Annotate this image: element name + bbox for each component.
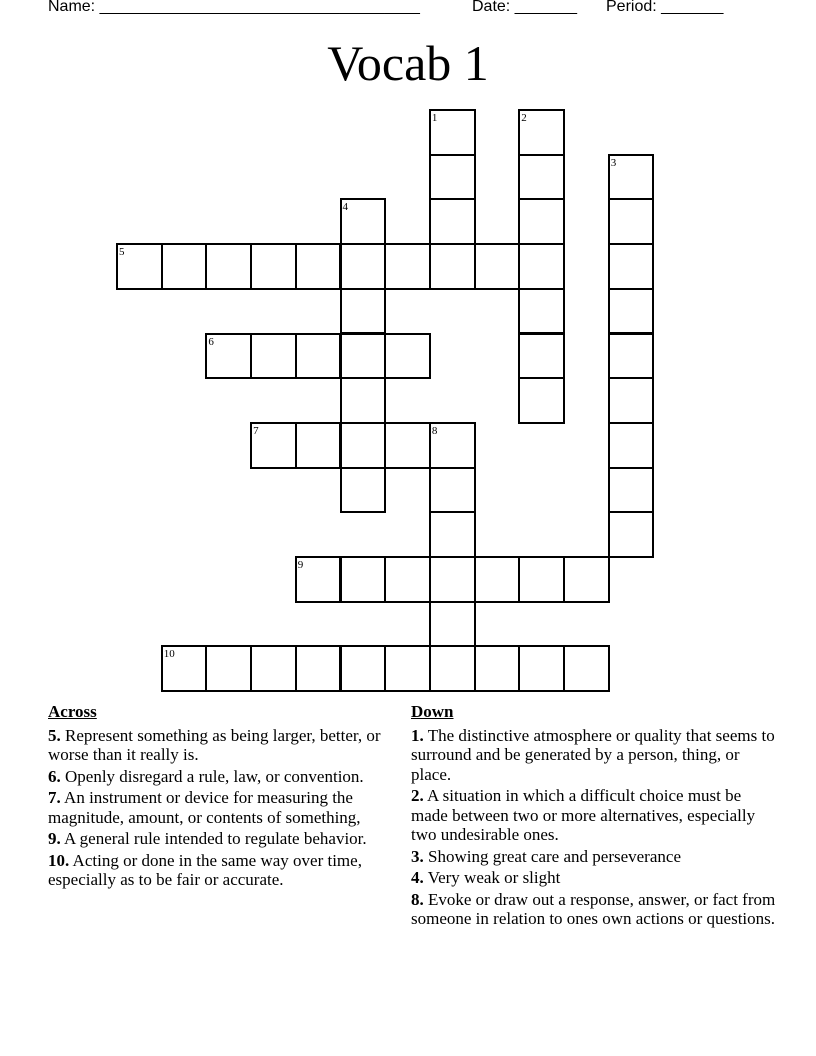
crossword-cell[interactable]	[518, 288, 565, 335]
crossword-cell[interactable]	[384, 422, 431, 469]
crossword-cell[interactable]	[518, 243, 565, 290]
period-field-label: Period: _______	[606, 0, 724, 15]
crossword-cell[interactable]	[384, 243, 431, 290]
crossword-cell[interactable]	[384, 645, 431, 692]
crossword-cell[interactable]	[250, 422, 297, 469]
crossword-cell[interactable]	[429, 422, 476, 469]
clue-number-label: 1	[431, 112, 438, 124]
crossword-cell[interactable]	[250, 243, 297, 290]
clue-number: 3.	[411, 846, 424, 866]
clue-down-2	[411, 786, 776, 845]
across-clues	[48, 702, 393, 892]
clue-text: Acting or done in the same way over time, especially as to be fair or accurate.	[48, 850, 362, 889]
clue-number-label: 3	[610, 156, 617, 169]
crossword-cell[interactable]	[429, 243, 476, 290]
crossword-cell[interactable]	[295, 422, 342, 469]
clue-down-4	[411, 868, 776, 888]
crossword-cell[interactable]	[340, 467, 387, 514]
crossword-cell[interactable]	[295, 243, 342, 290]
crossword-cell[interactable]	[518, 377, 565, 424]
clue-down-1	[411, 726, 776, 785]
clue-number-label: 9	[297, 559, 304, 571]
crossword-cell[interactable]	[608, 511, 655, 558]
crossword-cell[interactable]	[608, 243, 655, 290]
clue-number: 9.	[48, 829, 61, 848]
clue-number-label: 10	[163, 648, 175, 661]
crossword-cell[interactable]	[205, 243, 252, 290]
clue-across-7	[48, 788, 393, 827]
clue-number-label: 5	[119, 246, 125, 259]
clue-text: Represent something as being larger, better, or worse than it really is.	[48, 725, 381, 764]
crossword-cell[interactable]	[474, 645, 521, 692]
page-title: Vocab 1	[327, 35, 489, 91]
clue-text: An instrument or device for measuring the magnitude, amount, or contents of something,	[48, 788, 361, 827]
crossword-cell[interactable]	[340, 198, 387, 245]
crossword-cell[interactable]	[250, 333, 297, 380]
clue-text: A situation in which a difficult choice must be made between two or more alternatives, especially two undesirable ones.	[411, 786, 756, 844]
crossword-cell[interactable]	[518, 109, 565, 156]
clue-number: 7.	[48, 788, 61, 807]
crossword-cell[interactable]	[429, 109, 476, 156]
crossword-cell[interactable]	[429, 154, 476, 201]
clue-down-3	[411, 847, 776, 867]
clue-number-label: 7	[253, 424, 259, 437]
across-heading: Across	[48, 702, 97, 721]
crossword-cell[interactable]	[608, 467, 655, 514]
crossword-cell[interactable]	[518, 645, 565, 692]
crossword-cell[interactable]	[295, 645, 342, 692]
clue-across-5	[48, 726, 393, 765]
crossword-cell[interactable]	[608, 377, 655, 424]
clue-number: 4.	[411, 868, 424, 887]
clue-number: 5.	[48, 725, 61, 745]
crossword-cell[interactable]	[384, 333, 431, 380]
date-field-label: Date: _______	[472, 0, 577, 15]
crossword-cell[interactable]	[518, 333, 565, 380]
crossword-cell[interactable]	[518, 154, 565, 201]
crossword-cell[interactable]	[429, 467, 476, 514]
crossword-cell[interactable]	[518, 198, 565, 245]
crossword-cell[interactable]	[384, 556, 431, 603]
crossword-cell[interactable]	[205, 333, 252, 380]
crossword-cell[interactable]	[340, 288, 387, 335]
clue-number: 6.	[48, 766, 61, 786]
clue-text: Evoke or draw out a response, answer, or fact from someone in relation to ones own actions or questions.	[411, 889, 776, 928]
crossword-cell[interactable]	[474, 556, 521, 603]
down-clues	[411, 702, 776, 931]
crossword-cell[interactable]	[295, 333, 342, 380]
crossword-cell[interactable]	[429, 198, 476, 245]
name-field-label: Name: ____________________________________	[48, 0, 420, 15]
crossword-cell[interactable]	[340, 556, 387, 603]
clue-text: The distinctive atmosphere or quality that seems to surround and be generated by a person, thing, or place.	[411, 725, 775, 784]
crossword-cell[interactable]	[608, 154, 655, 201]
crossword-cell[interactable]	[563, 556, 610, 603]
clue-across-9	[48, 829, 393, 849]
crossword-cell[interactable]	[250, 645, 297, 692]
clue-text: Very weak or slight	[423, 868, 561, 887]
crossword-cell[interactable]	[161, 243, 208, 290]
crossword-cell[interactable]	[474, 243, 521, 290]
crossword-cell[interactable]	[340, 333, 387, 380]
down-heading: Down	[411, 702, 454, 721]
crossword-cell[interactable]	[608, 198, 655, 245]
clue-text: Showing great care and perseverance	[423, 846, 681, 866]
crossword-cell[interactable]	[518, 556, 565, 603]
clue-number-label: 4	[342, 201, 348, 214]
crossword-cell[interactable]	[340, 243, 387, 290]
clue-number-label: 6	[208, 335, 214, 348]
crossword-cell[interactable]	[161, 645, 208, 692]
clue-number: 10.	[48, 850, 70, 870]
crossword-cell[interactable]	[429, 645, 476, 692]
crossword-cell[interactable]	[429, 601, 476, 648]
crossword-cell[interactable]	[340, 422, 387, 469]
clue-number: 1.	[411, 725, 424, 745]
crossword-cell[interactable]	[205, 645, 252, 692]
clue-across-10	[48, 851, 393, 890]
clue-down-8	[411, 890, 776, 929]
clue-text: A general rule intended to regulate behavior.	[60, 829, 367, 848]
crossword-cell[interactable]	[116, 243, 163, 290]
crossword-cell[interactable]	[429, 511, 476, 558]
crossword-grid	[117, 110, 654, 692]
crossword-cell[interactable]	[295, 556, 342, 603]
clue-number: 8.	[411, 889, 424, 909]
crossword-cell[interactable]	[340, 377, 387, 424]
clue-text: Openly disregard a rule, law, or convention.	[60, 766, 364, 786]
header-fields	[48, 0, 768, 20]
crossword-cell[interactable]	[608, 422, 655, 469]
clue-number: 2.	[411, 786, 424, 805]
crossword-cell[interactable]	[563, 645, 610, 692]
clue-number-label: 8	[431, 424, 438, 437]
crossword-cell[interactable]	[340, 645, 387, 692]
clue-number-label: 2	[521, 112, 527, 124]
crossword-cell[interactable]	[429, 556, 476, 603]
crossword-cell[interactable]	[608, 333, 655, 380]
crossword-cell[interactable]	[608, 288, 655, 335]
clue-across-6	[48, 767, 393, 787]
